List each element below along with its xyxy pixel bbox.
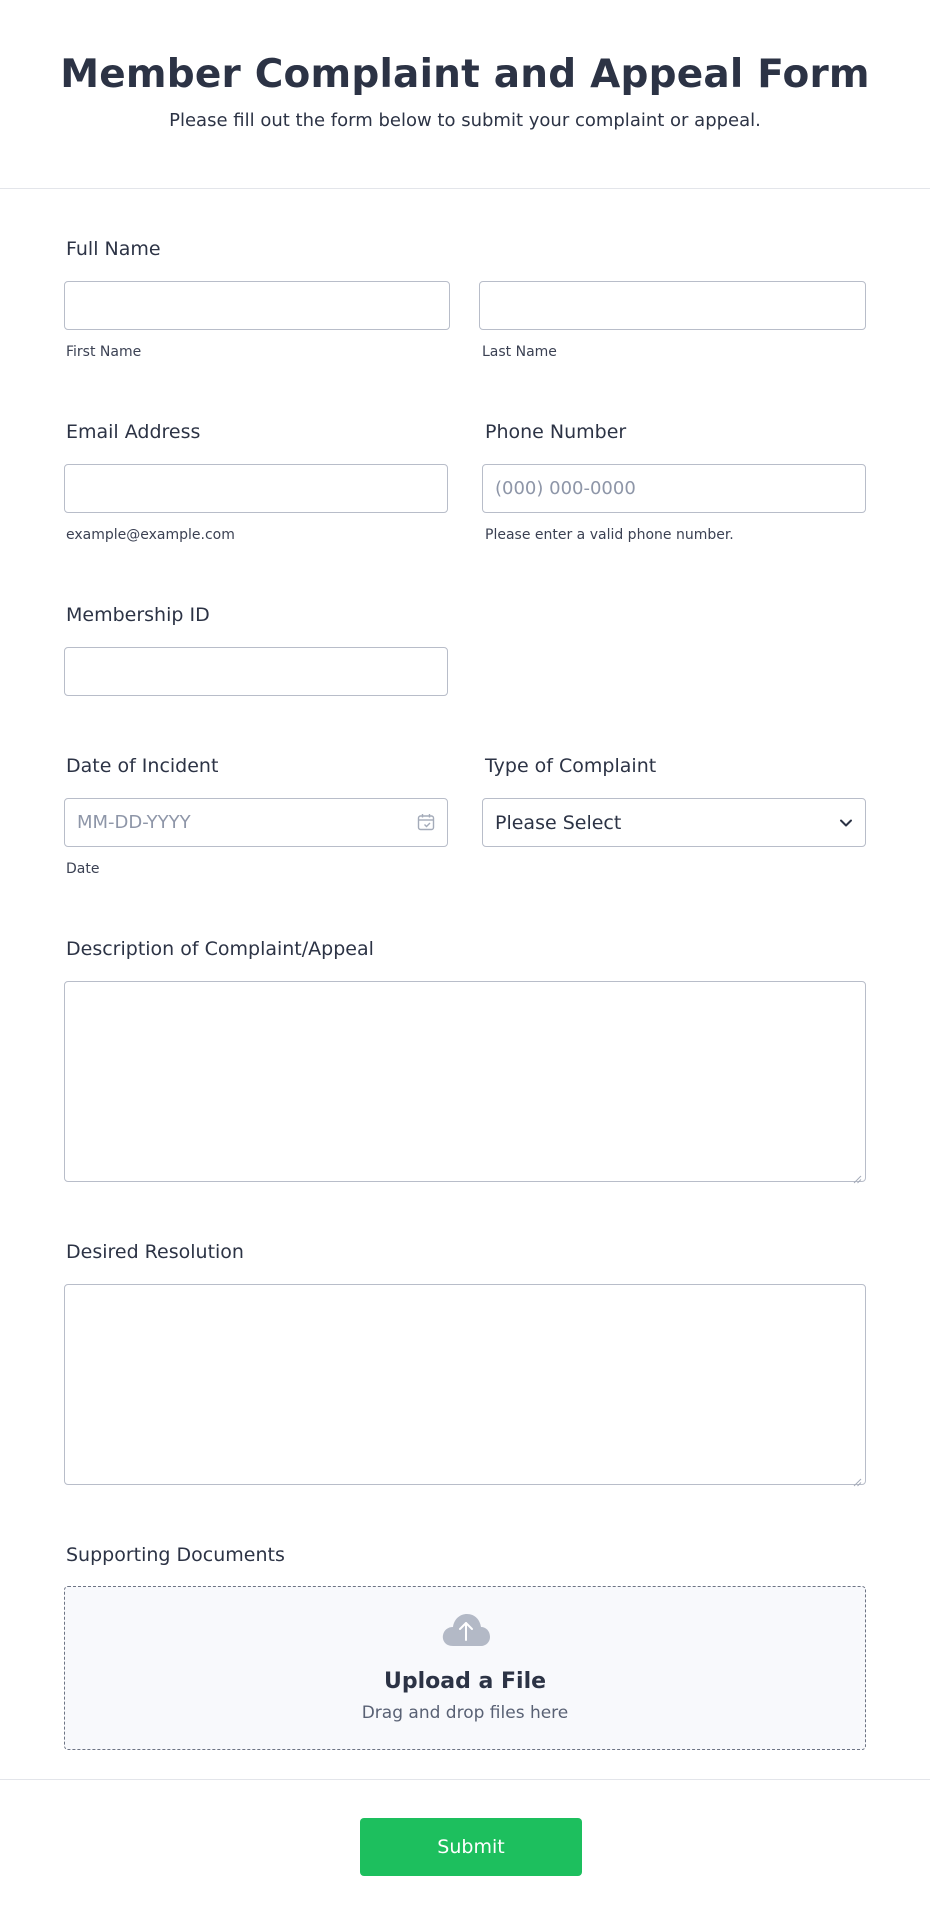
upload-subtitle: Drag and drop files here (361, 1703, 569, 1723)
description-textarea[interactable] (64, 981, 866, 1182)
incident-date-sublabel: Date (66, 861, 100, 877)
complaint-type-selected: Please Select (495, 812, 622, 834)
resolution-textarea[interactable] (64, 1284, 866, 1485)
page-title: Member Complaint and Appeal Form (60, 52, 870, 97)
resolution-label: Desired Resolution (66, 1241, 244, 1263)
resize-handle-icon[interactable] (853, 1169, 862, 1178)
membership-id-input[interactable] (64, 647, 448, 696)
phone-sublabel: Please enter a valid phone number. (485, 527, 734, 543)
form-header (0, 0, 930, 189)
complaint-type-label: Type of Complaint (485, 755, 657, 777)
chevron-down-icon (839, 815, 853, 829)
complaint-type-select[interactable] (482, 798, 866, 847)
membership-id-label: Membership ID (66, 604, 210, 626)
upload-title: Upload a File (383, 1669, 547, 1694)
first-name-sublabel: First Name (66, 344, 142, 360)
footer-divider (0, 1779, 930, 1780)
email-input[interactable] (64, 464, 448, 513)
phone-placeholder: (000) 000-0000 (495, 478, 636, 499)
incident-date-label: Date of Incident (66, 755, 219, 777)
email-label: Email Address (66, 421, 201, 443)
phone-label: Phone Number (485, 421, 627, 443)
page-subtitle: Please fill out the form below to submit your complaint or appeal. (169, 110, 761, 131)
submit-button[interactable]: Submit (360, 1818, 582, 1876)
description-label: Description of Complaint/Appeal (66, 938, 374, 960)
email-sublabel: example@example.com (66, 527, 235, 543)
cloud-upload-icon (441, 1612, 491, 1648)
calendar-icon[interactable] (417, 813, 435, 831)
incident-date-placeholder: MM-DD-YYYY (77, 812, 191, 833)
documents-label: Supporting Documents (66, 1544, 285, 1566)
last-name-input[interactable] (479, 281, 866, 330)
first-name-input[interactable] (64, 281, 450, 330)
file-upload-dropzone[interactable] (64, 1586, 866, 1750)
incident-date-input[interactable] (64, 798, 448, 847)
last-name-sublabel: Last Name (482, 344, 557, 360)
phone-input[interactable] (482, 464, 866, 513)
full-name-label: Full Name (66, 238, 161, 260)
resize-handle-icon[interactable] (853, 1472, 862, 1481)
